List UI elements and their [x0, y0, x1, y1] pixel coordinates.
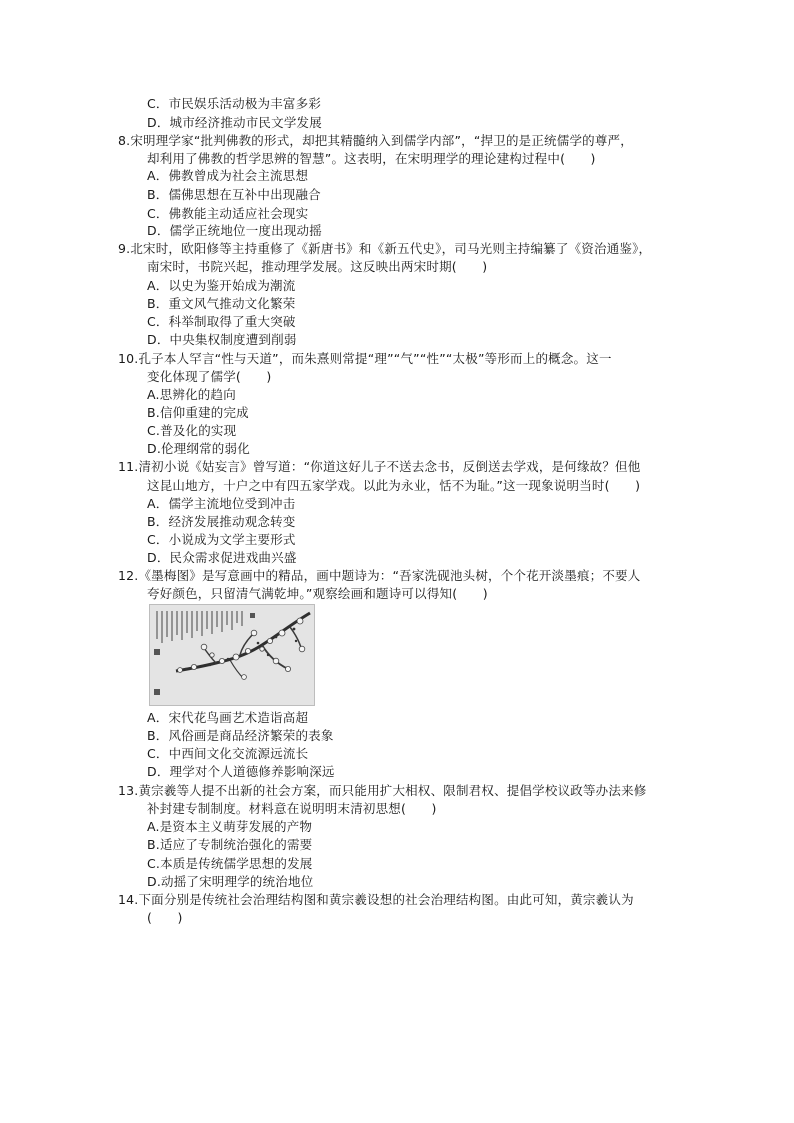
q14-stem-line-1: 14.下面分别是传统社会治理结构图和黄宗羲设想的社会治理结构图。由此可知，黄宗羲认为 — [118, 892, 634, 907]
q9-option-d: D．中央集权制度遭到削弱 — [147, 332, 297, 347]
q13-option-a: A.是资本主义萌芽发展的产物 — [147, 819, 313, 834]
q10-stem-line-1: 10.孔子本人罕言“性与天道”，而朱熹则常提“理”“气”“性”“太极”等形而上的概念。这一 — [118, 351, 612, 366]
q12-stem-line-1: 12.《墨梅图》是写意画中的精品，画中题诗为：“吾家洗砚池头树，个个花开淡墨痕；不要人 — [118, 568, 641, 583]
q9-stem-line-2: 南宋时，书院兴起，推动理学发展。这反映出两宋时期( ) — [147, 259, 488, 274]
q12-option-a: A．宋代花鸟画艺术造诣高超 — [147, 710, 309, 725]
q12-option-b: B．风俗画是商品经济繁荣的表象 — [147, 728, 334, 743]
plum-blossom-illustration — [150, 605, 315, 706]
q14-stem-line-2: ( ) — [147, 910, 183, 925]
q11-option-a: A．儒学主流地位受到冲击 — [147, 496, 296, 511]
q11-stem-line-1: 11.清初小说《姑妄言》曾写道：“你道这好儿子不送去念书，反倒送去学戏，是何缘故？但他 — [118, 459, 641, 474]
q8-option-c: C．佛教能主动适应社会现实 — [147, 206, 309, 221]
q12-option-d: D．理学对个人道德修养影响深远 — [147, 764, 335, 779]
q8-stem-line-2: 却利用了佛教的哲学思辨的智慧”。这表明，在宋明理学的理论建构过程中( ) — [147, 151, 596, 166]
q13-option-d: D.动摇了宋明理学的统治地位 — [147, 874, 314, 889]
q13-option-c: C.本质是传统儒学思想的发展 — [147, 856, 313, 871]
ink-plum-painting-image — [149, 604, 315, 706]
q13-stem-line-2: 补封建专制制度。材料意在说明明末清初思想( ) — [147, 801, 437, 816]
q8-option-b: B．儒佛思想在互补中出现融合 — [147, 187, 321, 202]
q11-option-d: D．民众需求促进戏曲兴盛 — [147, 550, 297, 565]
q7-option-c: C．市民娱乐活动极为丰富多彩 — [147, 96, 322, 111]
q11-option-c: C．小说成为文学主要形式 — [147, 532, 296, 547]
q10-option-d: D.伦理纲常的弱化 — [147, 441, 250, 456]
q11-stem-line-2: 这昆山地方，十户之中有四五家学戏。以此为永业，恬不为耻。”这一现象说明当时( ) — [147, 478, 641, 493]
q13-stem-line-1: 13.黄宗羲等人提不出新的社会方案，而只能用扩大相权、限制君权、提倡学校议政等办法来修 — [118, 783, 647, 798]
q12-stem-line-2: 夸好颜色，只留清气满乾坤。”观察绘画和题诗可以得知( ) — [147, 586, 488, 601]
q10-stem-line-2: 变化体现了儒学( ) — [147, 369, 272, 384]
q8-option-a: A．佛教曾成为社会主流思想 — [147, 168, 309, 183]
q13-option-b: B.适应了专制统治强化的需要 — [147, 837, 313, 852]
q8-stem-line-1: 8.宋明理学家“批判佛教的形式，却把其精髓纳入到儒学内部”，“捍卫的是正统儒学的尊严， — [118, 133, 633, 148]
q9-option-a: A．以史为鉴开始成为潮流 — [147, 278, 296, 293]
q10-option-b: B.信仰重建的完成 — [147, 405, 249, 420]
q9-option-c: C．科举制取得了重大突破 — [147, 314, 296, 329]
q11-option-b: B．经济发展推动观念转变 — [147, 514, 296, 529]
q9-stem-line-1: 9.北宋时，欧阳修等主持重修了《新唐书》和《新五代史》，司马光则主持编纂了《资治通鉴》， — [118, 241, 652, 256]
q10-option-c: C.普及化的实现 — [147, 423, 237, 438]
q8-option-d: D．儒学正统地位一度出现动摇 — [147, 223, 322, 238]
q9-option-b: B．重文风气推动文化繁荣 — [147, 296, 296, 311]
q12-option-c: C．中西间文化交流源远流长 — [147, 746, 309, 761]
q7-option-d: D．城市经济推动市民文学发展 — [147, 115, 322, 130]
q10-option-a: A.思辨化的趋向 — [147, 387, 236, 402]
